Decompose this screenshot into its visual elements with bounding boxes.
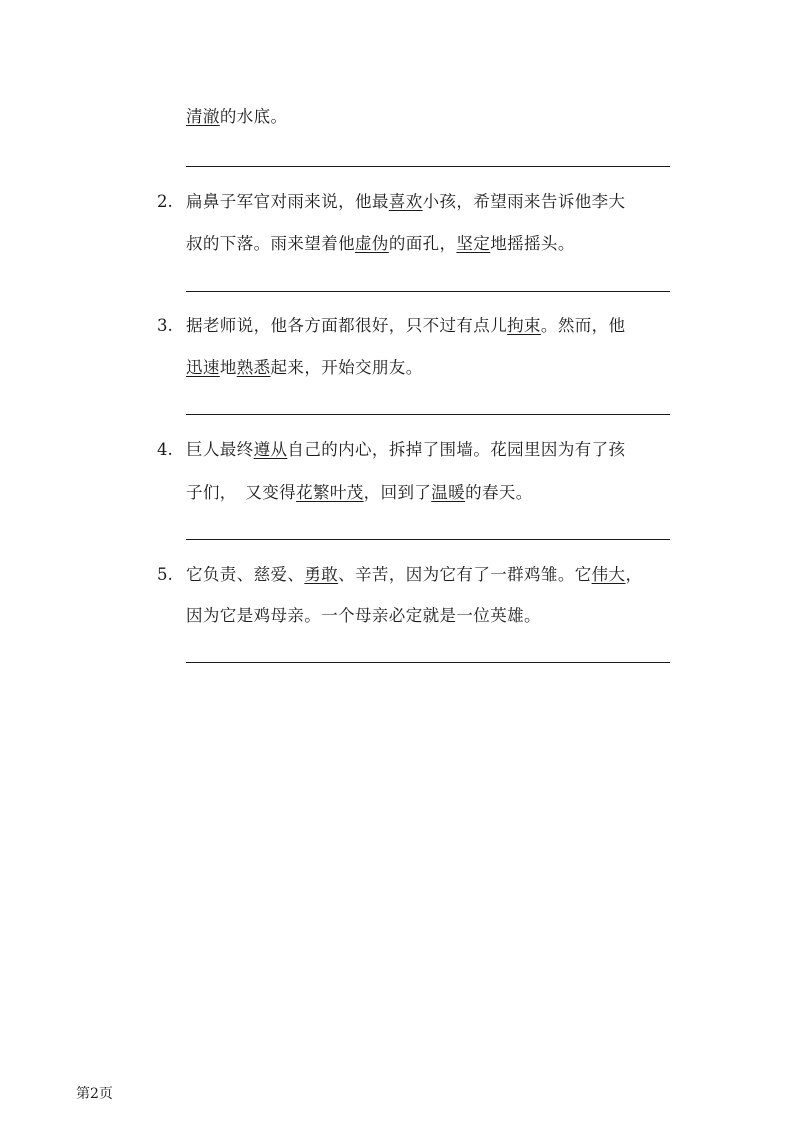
item-3-number: 3.	[157, 316, 173, 335]
item-5-line-1	[186, 564, 642, 586]
item-3-line-1	[186, 315, 625, 337]
sentence-text: 巨人最终	[186, 440, 254, 459]
sentence-text: 它负责、慈爱、	[186, 565, 305, 584]
sentence-text: 的面孔，	[388, 234, 457, 253]
sentence-text: 叔的下落。雨来望着他	[186, 234, 355, 253]
underlined-word: 遵从	[253, 440, 288, 459]
item-2-line-1	[186, 191, 625, 213]
item-4-line-2	[186, 482, 533, 504]
sentence-text: 。然而，他	[540, 316, 626, 335]
answer-line-5[interactable]	[186, 662, 670, 663]
item-5-number: 5.	[157, 565, 173, 584]
answer-line-3[interactable]	[186, 414, 670, 415]
answer-line-1[interactable]	[186, 166, 670, 167]
item-3-line-2	[186, 357, 423, 379]
sentence-text: 地	[219, 358, 237, 377]
sentence-text: ，	[625, 565, 643, 584]
underlined-word: 清澈	[186, 107, 220, 126]
item-2-line-2	[186, 233, 575, 255]
sentence-text: 起来，开始交朋友。	[270, 358, 423, 377]
sentence-text: 扁鼻子军官对雨来说，他最	[186, 192, 389, 211]
underlined-word: 喜欢	[388, 192, 423, 211]
sentence-text: ，回到了	[363, 483, 432, 502]
item-2-number: 2.	[157, 192, 173, 211]
underlined-word: 迅速	[186, 358, 220, 377]
sentence-text: 、辛苦，因为它有了一群鸡雏。它	[338, 565, 592, 584]
item-4-number: 4.	[157, 440, 173, 459]
sentence-text: 的水底。	[219, 107, 288, 126]
sentence-text: 子们， 又变得	[186, 483, 297, 502]
sentence-text: 据老师说，他各方面都很好，只不过有点儿	[186, 316, 508, 335]
underlined-word: 坚定	[456, 234, 491, 253]
underlined-word: 伟大	[591, 565, 626, 584]
item-4-line-1	[186, 439, 625, 461]
sentence-text: 的春天。	[465, 483, 533, 502]
sentence-text: 因为它是鸡母亲。一个母亲必定就是一位英雄。	[186, 606, 541, 625]
underlined-word: 花繁叶茂	[296, 483, 364, 502]
underlined-word: 虚伪	[355, 234, 389, 253]
page-number: 第2页	[76, 1086, 113, 1102]
underlined-word: 拘束	[507, 316, 541, 335]
underlined-word: 勇敢	[304, 565, 339, 584]
answer-line-2[interactable]	[186, 291, 670, 292]
item-1-line-1	[186, 106, 287, 128]
underlined-word: 温暖	[431, 483, 466, 502]
sentence-text: 小孩，希望雨来告诉他李大	[422, 192, 626, 211]
underlined-word: 熟悉	[236, 358, 271, 377]
answer-line-4[interactable]	[186, 539, 670, 540]
sentence-text: 地摇摇头。	[490, 234, 575, 253]
item-5-line-2	[186, 605, 541, 627]
sentence-text: 自己的内心，拆掉了围墙。花园里因为有了孩	[287, 440, 626, 459]
